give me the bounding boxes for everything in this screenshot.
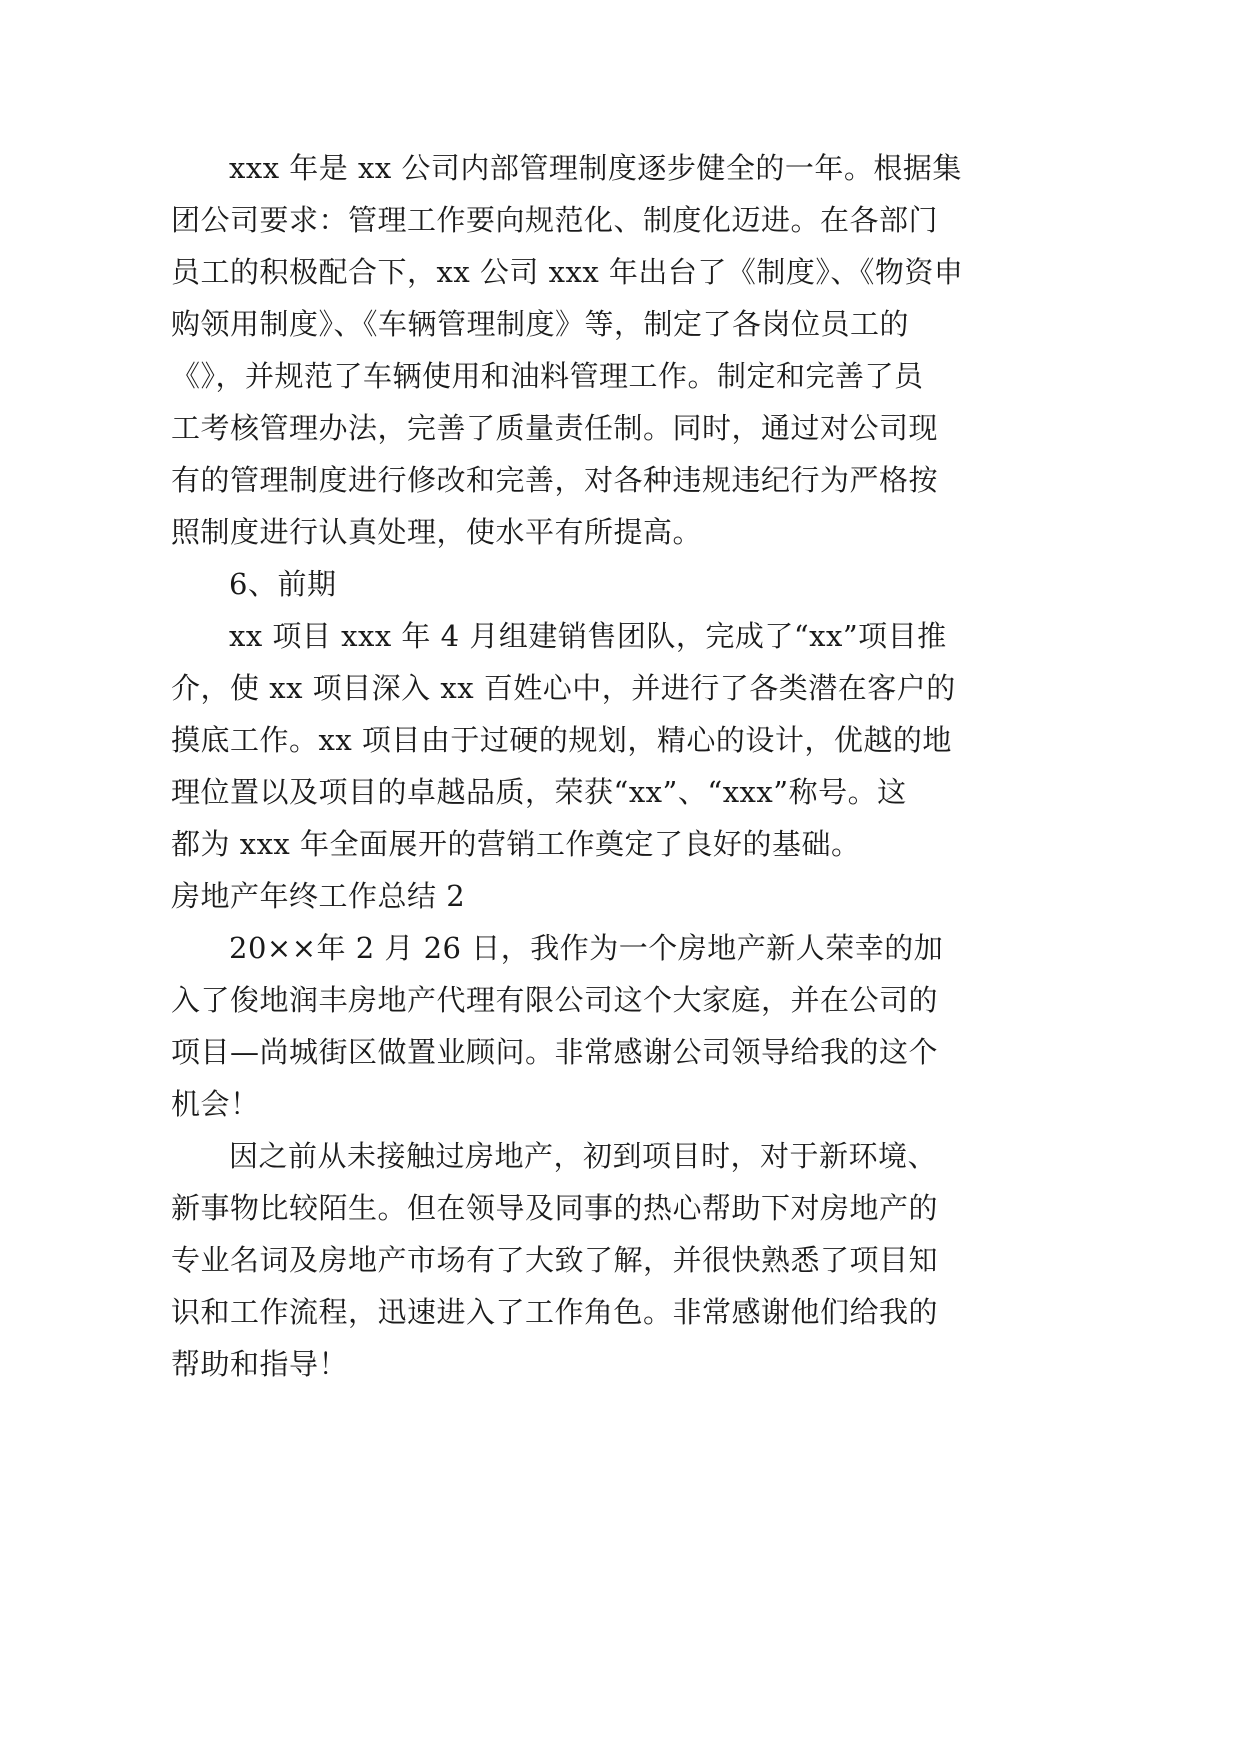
text-line: 机会！	[171, 1087, 260, 1121]
text-line: 都为 xxx 年全面展开的营销工作奠定了良好的基础。	[171, 827, 861, 861]
text-line: 《》，并规范了车辆使用和油料管理工作。制定和完善了员	[171, 359, 924, 393]
text-line: 入了俊地润丰房地产代理有限公司这个大家庭，并在公司的	[171, 983, 939, 1017]
text-line: 新事物比较陌生。但在领导及同事的热心帮助下对房地产的	[171, 1191, 939, 1225]
text-line: 识和工作流程，迅速进入了工作角色。非常感谢他们给我的	[171, 1295, 939, 1329]
text-line: xxx 年是 xx 公司内部管理制度逐步健全的一年。根据集	[229, 151, 962, 185]
text-line: 项目—尚城街区做置业顾问。非常感谢公司领导给我的这个	[171, 1035, 939, 1069]
text-line: 摸底工作。xx 项目由于过硬的规划，精心的设计，优越的地	[171, 723, 952, 757]
text-line: xx 项目 xxx 年 4 月组建销售团队，完成了“xx”项目推	[229, 619, 947, 653]
text-line: 员工的积极配合下，xx 公司 xxx 年出台了《制度》、《物资申	[171, 255, 964, 289]
text-line: 团公司要求：管理工作要向规范化、制度化迈进。在各部门	[171, 203, 939, 237]
text-line: 购领用制度》、《车辆管理制度》等，制定了各岗位员工的	[171, 307, 910, 341]
text-line: 因之前从未接触过房地产，初到项目时，对于新环境、	[229, 1139, 938, 1173]
text-line: 介，使 xx 项目深入 xx 百姓心中，并进行了各类潜在客户的	[171, 671, 956, 705]
text-line: 照制度进行认真处理，使水平有所提高。	[171, 515, 703, 549]
text-line: 理位置以及项目的卓越品质，荣获“xx”、“xxx”称号。这	[171, 775, 907, 809]
text-line: 专业名词及房地产市场有了大致了解，并很快熟悉了项目知	[171, 1243, 939, 1277]
text-line: 帮助和指导！	[171, 1347, 349, 1381]
text-line: 20××年 2 月 26 日，我作为一个房地产新人荣幸的加	[229, 931, 944, 965]
text-line: 有的管理制度进行修改和完善，对各种违规违纪行为严格按	[171, 463, 939, 497]
section-heading: 6、前期	[229, 567, 337, 601]
document-title: 房地产年终工作总结 2	[171, 879, 466, 913]
text-line: 工考核管理办法，完善了质量责任制。同时，通过对公司现	[171, 411, 939, 445]
